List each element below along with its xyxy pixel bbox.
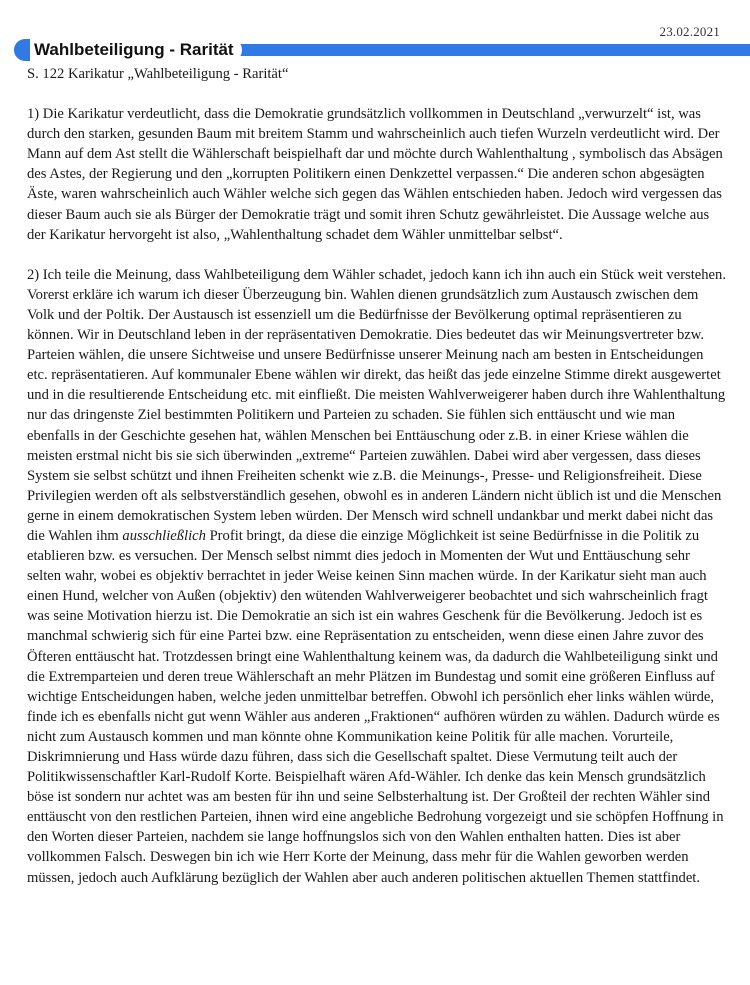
page-title: Wahlbeteiligung - Rarität (34, 40, 234, 59)
paragraph-2-text-b: Profit bringt, da diese die einzige Möglichkeit ist seine Bedürfnisse in die Politik zu etablieren bzw. es versuchen. Der Mensch selbst nimmt dies jedoch in Momenten der Wut und Enttäuschung sehr selten wahr, wobei es objektiv berrachtet in jeder Weise keinen Sinn machen würde. In der Karikatur sieht man auch einen Hund, welcher von Außen (objektiv) den wütenden Wahlverweigerer beobachtet und sich wahrscheinlich fragt was seine Motivation hierzu ist. Die Demokratie an sich ist ein wahres Geschenk für die Bevölkerung. Jedoch ist es manchmal schwierig sich für eine Partei bzw. eine Repräsentation zu entscheiden, wenn diese einen Jahre zuvor des Öfteren enttäuscht hat. Trotzdessen bringt eine Wahlenthaltung keinem was, da dadurch die Wahlbeteiligung sinkt und die Extremparteien und deren treue Wählerschaft an mehr Plätzen im Bundestag und somit eine größeren Einfluss auf wichtige Entscheidungen haben, welche jeden unmittelbar betreffen. Obwohl ich persönlich eher links wählen würde, finde ich es ebenfalls nicht gut wenn Wähler aus anderen „Fraktionen“ aufhören würden zu wählen. Dadurch würde es nicht zum Austausch kommen und man könnte ohne Kommunikation keine Politik für alle machen. Vorurteile, Diskrimnierung und Hass würde dazu führen, dass sich die Gesellschaft spaltet. Diese Vermutung teilt auch der Politikwissenschaftler Karl-Rudolf Korte. Beispielhaft wären Afd-Wähler. Ich denke das kein Mensch grundsätzlich böse ist sondern nur achtet was am besten für ihn und seine Selbsterhaltung ist. Der Großteil der rechten Wähler sind enttäuscht von den restlichen Parteien, ihnen wird eine angebliche Bedrohung vorgezeigt und sie schöpfen Hoffnung in den Worten dieser Parteien, nachdem sie lange hoffnungslos sich von den Wahlen enthalten hatten. Dies ist aber vollkommen Falsch. Deswegen bin ich wie Herr Korte der Meinung, dass mehr für die Wahlen geworben werden müssen, jedoch auch Aufklärung bezüglich der Wahlen aber auch anderen politischen aktuellen Themen stattfindet. (27, 527, 724, 886)
paragraph-1: 1) Die Karikatur verdeutlicht, dass die Demokratie grundsätzlich vollkommen in Deutschland „verwurzelt“ ist, was durch den starken, gesunden Baum mit breitem Stamm und wahrscheinlich auch tiefen Wurzeln verdeutlicht wird. Der Mann auf dem Ast stellt die Wählerschaft beispielhaft dar und möchte durch Wahlenthaltung , symbolisch das Absägen des Astes, der Regierung und den „korrupten Politikern einen Denkzettel verpassen.“ Die anderen schon abgesägten Äste, waren wahrscheinlich auch Wähler welche sich gegen das Wählen entschieden haben. Jedoch wird vergessen das dieser Baum auch sie als Bürger der Demokratie trägt und somit ihren Schutz gewährleistet. Die Aussage welche aus der Karikatur hervorgeht ist also, „Wahlenthaltung schadet dem Wähler unmittelbar selbst“. (27, 106, 723, 243)
document-body (27, 64, 727, 888)
paragraph-2-text-a: 2) Ich teile die Meinung, dass Wahlbeteiligung dem Wähler schadet, jedoch kann ich ihn auch ein Stück weit verstehen. Vorerst erkläre ich warum ich dieser Überzeugung bin. Wahlen dienen grundsätzlich zum Austausch zwischen dem Volk und der Poltik. Der Austausch ist essenziell um die Bedürfnisse der Bevölkerung optimal repräsentieren zu können. Wir in Deutschland leben in der repräsentativen Demokratie. Dies bedeutet das wir Meinungsvertreter bzw. Parteien wählen, die unsere Sichtweise und unsere Bedürfnisse unserer Meinung nach am besten in Entscheidungen etc. repräsentatieren. Auf kommunaler Ebene wählen wir direkt, das heißt das jede einzelne Stimme direkt ausgewertet und in die resultierende Entscheidung etc. mit einfließt. Die meisten Wahlverweigerer haben durch ihre Wahlenthaltung nur das dringenste Ziel bestimmten Politikern und Parteien zu schaden. Sie fühlen sich enttäuscht und wie man ebenfalls in der Geschichte gesehen hat, wählen Menschen bei Enttäuschung oder z.B. in einer Kriese wählen die meisten erstmal nicht bis sie sich überwinden „extreme“ Parteien zuwählen. Dabei wird aber vergessen, dass dieses System sie selbst schützt und ihnen Freiheiten schenkt wie z.B. die Meinungs-, Presse- und Religionsfreiheit. Diese Privilegien werden oft als selbstverständlich gesehen, obwohl es in anderen Ländern nicht üblich ist und die Menschen gerne in einem demokratischen System leben würden. Der Mensch wird schnell undankbar und merkt dabei nicht das die Wahlen ihm (27, 266, 726, 544)
title-label-box (30, 38, 242, 62)
subtitle: S. 122 Karikatur „Wahlbeteiligung - Rarität“ (27, 66, 289, 82)
title-bar (14, 38, 750, 62)
paragraph-2 (27, 265, 727, 888)
date-label: 23.02.2021 (659, 24, 720, 39)
paragraph-2-emphasis: ausschließlich (122, 527, 206, 544)
